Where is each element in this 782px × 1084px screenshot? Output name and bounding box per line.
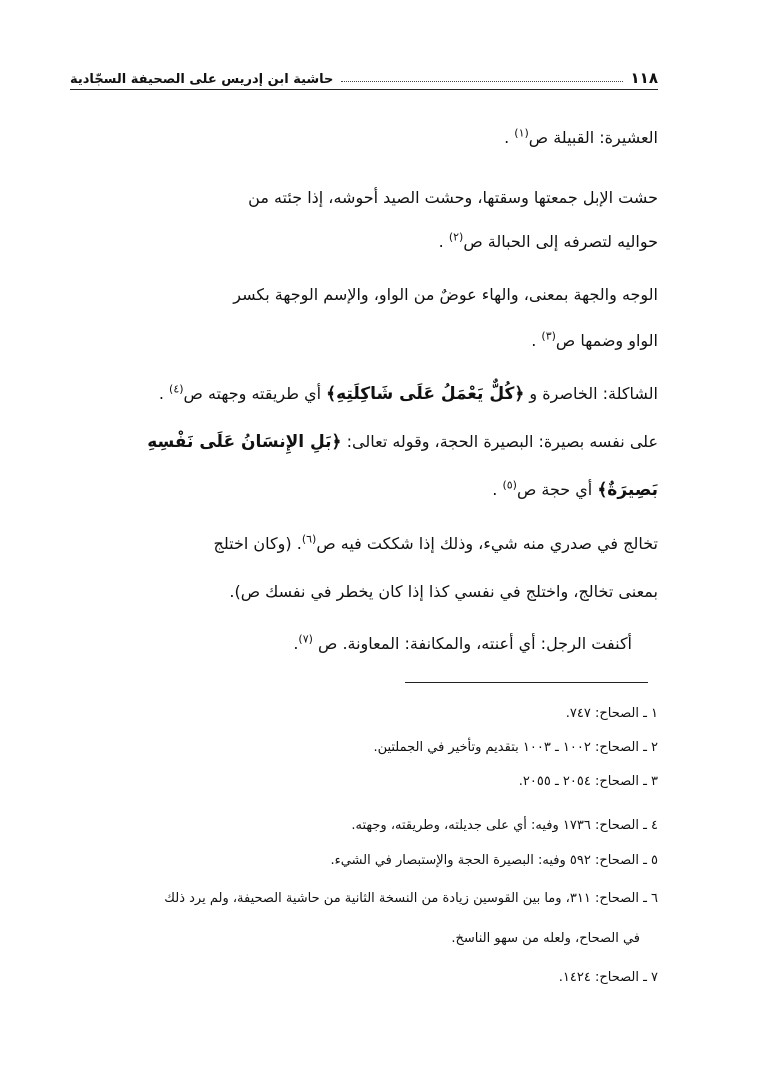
footnote-4: ٤ ـ الصحاح: ١٧٣٦ وفيه: أي على جديلته، وطريقته، وجهته. <box>351 818 658 833</box>
entry-text: الواو وضمها ص <box>555 331 658 350</box>
entry-text: العشيرة: القبيلة ص <box>528 128 658 147</box>
entry-text: الشاكلة: الخاصرة و <box>524 384 658 403</box>
quran-quote: ﴿كُلٌّ يَعْمَلُ عَلَى شَاكِلَتِهِ﴾ <box>326 384 525 404</box>
footnote-6-continued: في الصحاح، ولعله من سهو الناسخ. <box>451 931 640 946</box>
entry-end: . <box>293 634 299 653</box>
footnote-5: ٥ ـ الصحاح: ٥٩٢ وفيه: البصيرة الحجة والإستبصار في الشيء. <box>330 853 658 868</box>
entry-text: بمعنى تخالج، واختلج في نفسي كذا إذا كان يخطر في نفسك ص). <box>229 582 658 601</box>
quran-quote: ﴿بَلِ الإِنسَانُ عَلَى نَفْسِهِ <box>147 432 342 452</box>
entry-text: أي حجة ص <box>516 480 598 499</box>
entry-takhalaj-line2 <box>70 574 658 610</box>
footnote-ref: (٢) <box>448 230 464 244</box>
footnote-3: ٣ ـ الصحاح: ٢٠٥٤ ـ ٢٠٥٥. <box>518 774 658 789</box>
header-leader-dots <box>341 81 622 82</box>
entry-takhalaj-line1 <box>70 526 658 562</box>
entry-hasht-line2 <box>70 224 658 260</box>
footnote-1: ١ ـ الصحاح: ٧٤٧. <box>565 706 658 721</box>
entry-text: أكنفت الرجل: أي أعنته، والمكانفة: المعاونة. ص <box>312 634 632 653</box>
entry-end: . <box>492 480 503 499</box>
entry-shakila <box>70 376 658 412</box>
entry-text: تخالج في صدري منه شيء، وذلك إذا شككت فيه ص <box>316 534 658 553</box>
entry-end: . <box>158 384 170 403</box>
entry-end: . <box>531 331 542 350</box>
footnote-ref: (٦) <box>301 532 317 546</box>
running-title: حاشية ابن إدريس على الصحيفة السجّادية <box>70 72 334 87</box>
footnote-ref: (٣) <box>541 329 556 343</box>
entry-hasht-line1 <box>70 180 658 216</box>
entry-wajh-line2 <box>70 323 658 359</box>
entry-text: أي طريقته وجهته ص <box>183 384 327 403</box>
footnote-ref: (٧) <box>298 632 313 646</box>
page-header <box>70 64 658 90</box>
page-number: ١١٨ <box>630 69 658 87</box>
entry-basira-line2 <box>70 472 658 508</box>
entry-text: حواليه لتصرفه إلى الحبالة ص <box>463 232 658 251</box>
entry-wajh-line1 <box>70 277 658 313</box>
footnote-ref: (٤) <box>169 382 184 396</box>
footnote-ref: (١) <box>514 126 529 140</box>
entry-text: الوجه والجهة بمعنى، والهاء عوضٌ من الواو، والإسم الوجهة بكسر <box>233 285 658 304</box>
footnote-6: ٦ ـ الصحاح: ٣١١، وما بين القوسين زيادة من النسخة الثانية من حاشية الصحيفة، ولم يرد ذلك <box>164 891 658 906</box>
entry-asheera <box>70 120 658 156</box>
entry-basira-line1 <box>70 424 658 460</box>
footnote-separator <box>405 682 648 683</box>
footnote-ref: (٥) <box>502 478 517 492</box>
entry-end: . <box>438 232 449 251</box>
footnote-2: ٢ ـ الصحاح: ١٠٠٢ ـ ١٠٠٣ بتقديم وتأخير في الجملتين. <box>373 740 658 755</box>
quran-quote: بَصِيرَةٌ﴾ <box>597 480 658 500</box>
entry-aknaft <box>70 626 632 662</box>
entry-text: . (وكان اختلج <box>213 534 302 553</box>
entry-text: على نفسه بصيرة: البصيرة الحجة، وقوله تعالى: <box>341 432 658 451</box>
entry-end: . <box>504 128 515 147</box>
footnote-7: ٧ ـ الصحاح: ١٤٢٤. <box>558 970 658 985</box>
entry-text: حشت الإبل جمعتها وسقتها، وحشت الصيد أحوشه، إذا جئته من <box>248 188 658 207</box>
